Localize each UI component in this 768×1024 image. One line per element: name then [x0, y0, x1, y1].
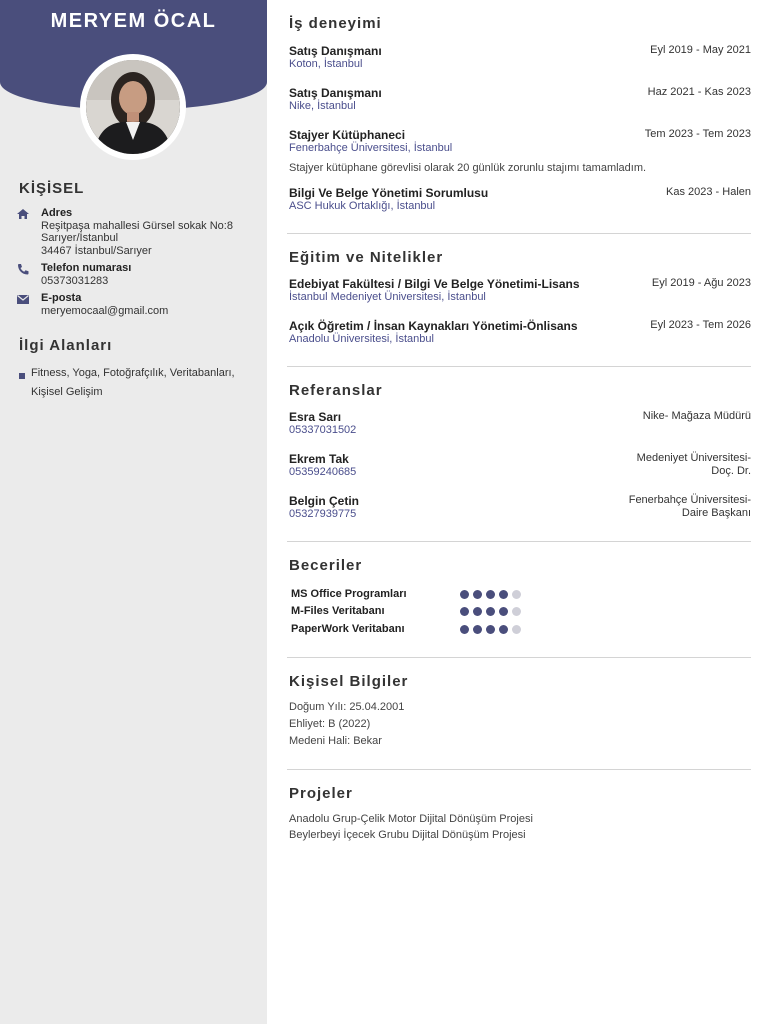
projects-section-title: Projeler [289, 785, 353, 802]
job-title: Bilgi Ve Belge Yönetimi Sorumlusu [289, 186, 489, 200]
phone-value[interactable]: 05373031283 [41, 274, 109, 287]
skill-dot [460, 625, 469, 634]
reference-org-line: Doç. Dr. [711, 465, 751, 477]
job-date: Eyl 2019 - May 2021 [650, 44, 751, 56]
phone-icon [16, 263, 30, 275]
degree-date: Eyl 2019 - Ağu 2023 [651, 277, 751, 289]
reference-org-line: Daire Başkanı [681, 507, 751, 519]
phone-block [16, 262, 256, 290]
job-title: Satış Danışmanı [289, 44, 382, 58]
email-value[interactable]: meryemocaal@gmail.com [41, 304, 169, 317]
avatar [86, 60, 180, 154]
personal-info-line: Doğum Yılı: 25.04.2001 [289, 701, 405, 713]
reference-phone[interactable]: 05327939775 [289, 508, 357, 520]
reference-name: Belgin Çetin [289, 494, 360, 508]
address-line-3: 34467 İstanbul/Sarıyer [41, 244, 152, 257]
skills-section-title: Beceriler [289, 557, 363, 574]
email-label: E-posta [41, 292, 82, 304]
skill-row [291, 588, 531, 602]
skill-dot [473, 590, 482, 599]
personal-info-section-title: Kişisel Bilgiler [289, 673, 409, 690]
skill-row [291, 605, 531, 619]
reference-org [637, 452, 751, 478]
personal-section-title: KİŞİSEL [19, 180, 85, 197]
experience-section-title: İş deneyimi [289, 15, 382, 32]
skill-row [291, 623, 531, 637]
sidebar [0, 0, 267, 1024]
degree-title: Edebiyat Fakültesi / Bilgi Ve Belge Yönetimi-Lisans [289, 277, 580, 291]
job-date: Tem 2023 - Tem 2023 [644, 128, 751, 140]
job-company: Fenerbahçe Üniversitesi, İstanbul [289, 142, 453, 154]
references-section-title: Referanslar [289, 382, 383, 399]
person-name: MERYEM ÖCAL [50, 10, 217, 32]
skill-dot [499, 607, 508, 616]
section-divider [287, 366, 751, 367]
skill-dot [460, 590, 469, 599]
personal-info-line: Medeni Hali: Bekar [289, 735, 382, 747]
section-divider [287, 769, 751, 770]
reference-phone[interactable]: 05359240685 [289, 466, 357, 478]
skill-name: PaperWork Veritabanı [291, 623, 405, 635]
job-date: Haz 2021 - Kas 2023 [647, 86, 751, 98]
skill-rating [460, 625, 525, 643]
reference-org [629, 494, 751, 520]
skill-dot [486, 590, 495, 599]
home-icon [16, 208, 30, 220]
skill-name: MS Office Programları [291, 588, 407, 600]
skill-dot [512, 607, 521, 616]
skill-dot [473, 625, 482, 634]
project-item: Beylerbeyi İçecek Grubu Dijital Dönüşüm Projesi [289, 829, 526, 841]
section-divider [287, 657, 751, 658]
reference-name: Esra Sarı [289, 410, 342, 424]
job-description: Stajyer kütüphane görevlisi olarak 20 günlük zorunlu stajımı tamamladım. [289, 162, 647, 174]
section-divider [287, 233, 751, 234]
reference-org-line: Nike- Mağaza Müdürü [642, 410, 751, 422]
degree-date: Eyl 2023 - Tem 2026 [650, 319, 751, 331]
education-section-title: Eğitim ve Nitelikler [289, 249, 444, 266]
email-block [16, 292, 256, 320]
section-divider [287, 541, 751, 542]
skill-dot [512, 625, 521, 634]
reference-org-line: Medeniyet Üniversitesi- [636, 452, 751, 464]
address-label: Adres [41, 207, 73, 219]
skill-dot [486, 607, 495, 616]
interests-line-2: Kişisel Gelişim [31, 386, 103, 398]
job-title: Satış Danışmanı [289, 86, 382, 100]
address-block [16, 207, 256, 259]
job-company: Nike, İstanbul [289, 100, 356, 112]
address-line-2: Sarıyer/İstanbul [41, 232, 119, 244]
reference-org-line: Fenerbahçe Üniversitesi- [628, 494, 751, 506]
mail-icon [16, 293, 30, 305]
skill-dot [486, 625, 495, 634]
project-item: Anadolu Grup-Çelik Motor Dijital Dönüşüm Projesi [289, 813, 533, 825]
phone-label: Telefon numarası [41, 262, 132, 274]
job-company: ASC Hukuk Ortaklığı, İstanbul [289, 200, 436, 212]
reference-org [643, 410, 751, 423]
skill-dot [512, 590, 521, 599]
interests-line-1: Fitness, Yoga, Fotoğrafçılık, Veritabanları, [31, 367, 235, 379]
bullet-icon [19, 373, 25, 379]
personal-info-line: Ehliyet: B (2022) [289, 718, 371, 730]
profile-photo [82, 56, 184, 158]
skill-dot [473, 607, 482, 616]
job-date: Kas 2023 - Halen [666, 186, 751, 198]
degree-title: Açık Öğretim / İnsan Kaynakları Yönetimi-Önlisans [289, 319, 578, 333]
skill-dot [499, 625, 508, 634]
interests-section-title: İlgi Alanları [19, 337, 113, 354]
address-line-1: Reşitpaşa mahallesi Gürsel sokak No:8 [41, 219, 233, 232]
reference-name: Ekrem Tak [289, 452, 349, 466]
job-company: Koton, İstanbul [289, 58, 363, 70]
job-title: Stajyer Kütüphaneci [289, 128, 406, 142]
reference-phone[interactable]: 05337031502 [289, 424, 357, 436]
school-name: İstanbul Medeniyet Üniversitesi, İstanbul [289, 291, 486, 303]
school-name: Anadolu Üniversitesi, İstanbul [289, 333, 434, 345]
skill-dot [460, 607, 469, 616]
skill-name: M-Files Veritabanı [291, 605, 385, 617]
skill-dot [499, 590, 508, 599]
